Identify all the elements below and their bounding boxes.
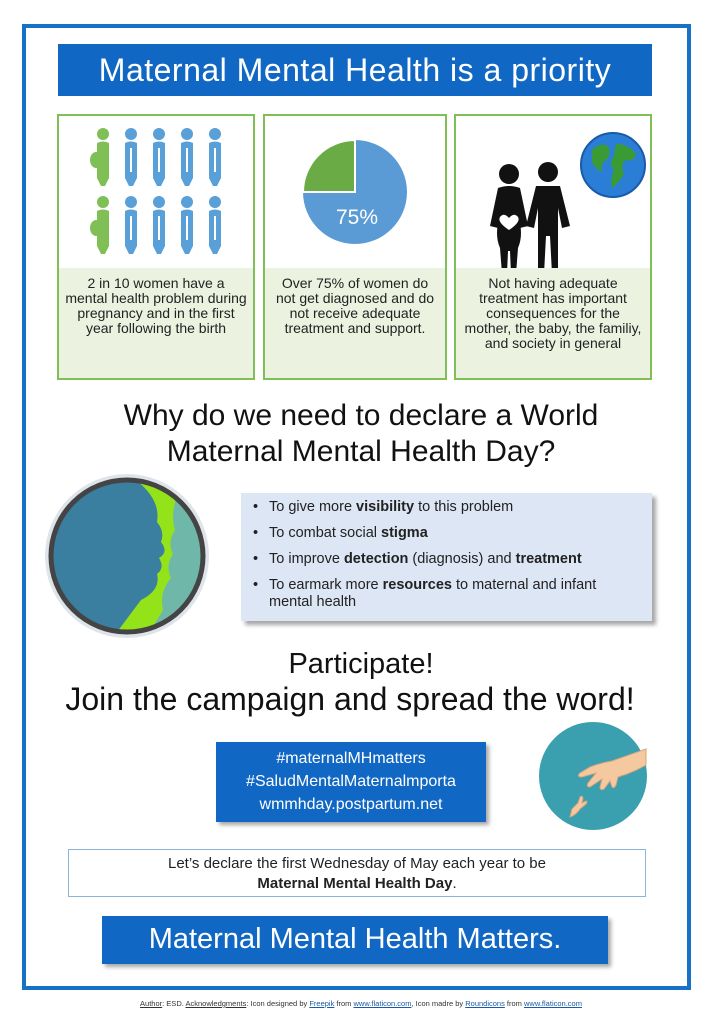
faces-logo-icon bbox=[41, 470, 213, 642]
pie-label: 75% bbox=[335, 206, 379, 229]
hashtags-box bbox=[216, 742, 486, 822]
woman-figure-icon bbox=[153, 196, 165, 254]
stat-caption-prevalence: 2 in 10 women have a mental health problem during pregnancy and in the first year following the birth bbox=[59, 268, 253, 378]
reasons-box bbox=[241, 493, 652, 621]
woman-figure-icon bbox=[153, 128, 165, 186]
stat-card-consequences bbox=[454, 114, 652, 380]
reason-item: • To combat social stigma bbox=[269, 525, 642, 542]
section-heading-line2: Maternal Mental Health Day? bbox=[166, 435, 556, 468]
poster-title: Maternal Mental Health is a priority bbox=[58, 44, 652, 96]
hashtag-english: #maternalMHmatters bbox=[276, 750, 426, 767]
reason-item: • To improve detection (diagnosis) and treatment bbox=[269, 551, 642, 568]
participate-heading: Participate! bbox=[288, 648, 434, 680]
reason-item: • To give more visibility to this problem bbox=[269, 499, 642, 516]
helping-hands-icon bbox=[538, 721, 648, 831]
stat-card-diagnosis bbox=[263, 114, 447, 380]
roundicons-link[interactable]: Roundicons bbox=[465, 999, 505, 1008]
woman-figure-icon bbox=[125, 196, 137, 254]
stat-caption-diagnosis: Over 75% of women do not get diagnosed and do not receive adequate treatment and support. bbox=[265, 268, 445, 378]
woman-figure-icon bbox=[125, 128, 137, 186]
flaticon-link[interactable]: www.flaticon.com bbox=[524, 999, 582, 1008]
declaration-line2: Maternal Mental Health Day. bbox=[257, 875, 457, 892]
woman-figure-icon bbox=[181, 196, 193, 254]
flaticon-link[interactable]: www.flaticon.com bbox=[353, 999, 412, 1008]
bottom-banner: Maternal Mental Health Matters. bbox=[102, 916, 608, 964]
woman-figure-icon bbox=[90, 128, 109, 186]
pregnant-women-icons bbox=[59, 116, 253, 266]
woman-figure-icon bbox=[181, 128, 193, 186]
stat-caption-consequences: Not having adequate treatment has important consequences for the mother, the baby, the familiy, and society in general bbox=[456, 268, 650, 378]
campaign-website-link[interactable]: wmmhday.postpartum.net bbox=[259, 796, 443, 813]
pie-quarter-slice bbox=[303, 140, 355, 192]
stat-card-prevalence bbox=[57, 114, 255, 380]
globe-icon bbox=[578, 130, 648, 200]
woman-figure-icon bbox=[209, 128, 221, 186]
couple-icon bbox=[476, 156, 586, 286]
declaration-box bbox=[68, 849, 646, 897]
woman-figure-icon bbox=[209, 196, 221, 254]
join-campaign-text: Join the campaign and spread the word! bbox=[65, 681, 635, 717]
declaration-line1: Let’s declare the first Wednesday of May each year to be bbox=[168, 855, 546, 872]
reason-item: • To earmark more resources to maternal and infant mental health bbox=[269, 577, 642, 611]
freepik-link[interactable]: Freepik bbox=[309, 999, 335, 1008]
hashtag-spanish: #SaludMentalMaternalmporta bbox=[246, 773, 456, 790]
credits-line: Author: ESD. Acknowledgments: Icon designed by Freepik from www.flaticon.com, Icon madre by Roundicons from www.flaticon.com bbox=[140, 999, 582, 1008]
woman-figure-icon bbox=[90, 196, 109, 254]
pie-chart-icon bbox=[265, 116, 445, 266]
section-heading-line1: Why do we need to declare a World bbox=[123, 399, 599, 432]
